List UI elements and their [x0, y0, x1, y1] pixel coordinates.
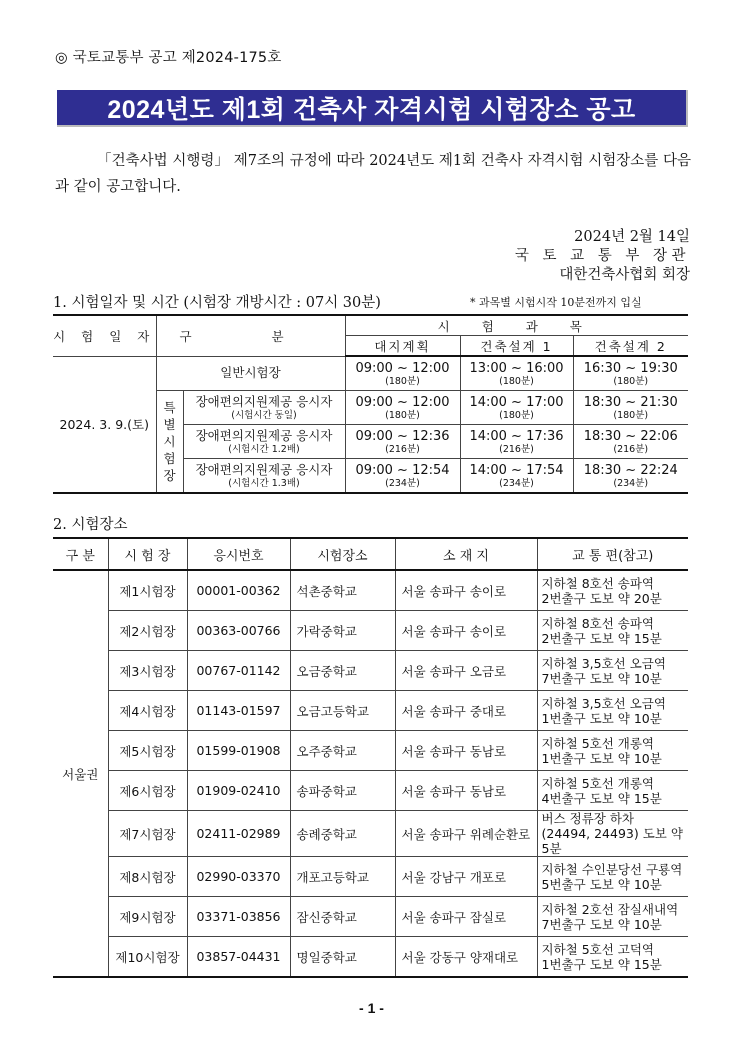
exam-date: 2024. 3. 9.(토)	[53, 356, 156, 493]
site-address: 서울 송파구 위례순환로	[395, 811, 537, 857]
transport-line: 지하철 8호선 송파역	[541, 575, 654, 591]
site-row	[53, 731, 688, 771]
time-cell: 18:30 ~ 21:30 (180분)	[573, 391, 688, 425]
transport-info	[537, 691, 688, 731]
school-name: 오금고등학교	[290, 691, 395, 731]
school-name: 잠신중학교	[290, 897, 395, 937]
minister-signature: 국 토 교 통 부 장관	[514, 248, 690, 264]
header-subject-1: 대지계획	[345, 336, 460, 357]
header-subject-3: 건축설계 2	[573, 336, 688, 357]
transport-line: 2번출구 도보 약 15분	[541, 630, 662, 646]
transport-line: 지하철 5호선 고덕역	[541, 941, 654, 957]
site-address: 서울 송파구 오금로	[395, 651, 537, 691]
region-cell: 서울권	[53, 570, 108, 977]
exam-number-range: 01909-02410	[187, 771, 290, 811]
transport-info	[537, 771, 688, 811]
site-address: 서울 송파구 중대로	[395, 691, 537, 731]
transport-line: 지하철 3,5호선 오금역	[541, 655, 666, 671]
school-name: 명일중학교	[290, 937, 395, 978]
site-name: 제4시험장	[108, 691, 187, 731]
category-name: 장애편의지원제공 응시자 (시험시간 1.2배)	[183, 425, 345, 459]
site-row	[53, 771, 688, 811]
time-cell: 14:00 ~ 17:00 (180분)	[460, 391, 573, 425]
time-cell: 18:30 ~ 22:24 (234분)	[573, 459, 688, 494]
exam-number-range: 00767-01142	[187, 651, 290, 691]
site-name: 제1시험장	[108, 570, 187, 611]
site-row	[53, 651, 688, 691]
site-address: 서울 강남구 개포로	[395, 857, 537, 897]
transport-line: 지하철 수인분당선 구룡역	[541, 861, 683, 877]
site-row	[53, 897, 688, 937]
transport-line: 지하철 5호선 개롱역	[541, 775, 654, 791]
special-site-label: 특 별 시 험 장	[156, 391, 183, 494]
site-address: 서울 송파구 동남로	[395, 731, 537, 771]
exam-number-range: 03371-03856	[187, 897, 290, 937]
exam-number-range: 00363-00766	[187, 611, 290, 651]
header-site: 시 험 장	[108, 538, 187, 570]
header-subject-2: 건축설계 1	[460, 336, 573, 357]
transport-line: 지하철 5호선 개롱역	[541, 735, 654, 751]
time-cell: 09:00 ~ 12:00 (180분)	[345, 356, 460, 391]
transport-line: 지하철 3,5호선 오금역	[541, 695, 666, 711]
site-row	[53, 811, 688, 857]
site-name: 제8시험장	[108, 857, 187, 897]
header-transport: 교 통 편(참고)	[537, 538, 688, 570]
category-name: 장애편의지원제공 응시자 (시험시간 1.3배)	[183, 459, 345, 494]
schedule-row	[53, 356, 688, 391]
transport-info	[537, 897, 688, 937]
time-cell: 09:00 ~ 12:54 (234분)	[345, 459, 460, 494]
site-name: 제5시험장	[108, 731, 187, 771]
transport-info	[537, 731, 688, 771]
time-cell: 13:00 ~ 16:00 (180분)	[460, 356, 573, 391]
exam-number-range: 01599-01908	[187, 731, 290, 771]
transport-line: 4번출구 도보 약 15분	[541, 790, 662, 806]
school-name: 오금중학교	[290, 651, 395, 691]
site-name: 제10시험장	[108, 937, 187, 978]
site-row	[53, 570, 688, 611]
site-row	[53, 937, 688, 978]
site-address: 서울 송파구 동남로	[395, 771, 537, 811]
exam-number-range: 00001-00362	[187, 570, 290, 611]
header-category: 구 분	[156, 315, 345, 356]
header-region: 구 분	[53, 538, 108, 570]
site-address: 서울 송파구 송이로	[395, 570, 537, 611]
transport-info	[537, 811, 688, 857]
transport-line: 버스 정류장 하차	[541, 811, 634, 826]
notice-number: ◎ 국토교통부 공고 제2024-175호	[55, 50, 282, 66]
school-name: 송파중학교	[290, 771, 395, 811]
school-name: 개포고등학교	[290, 857, 395, 897]
site-row	[53, 611, 688, 651]
header-school: 시험장소	[290, 538, 395, 570]
association-signature: 대한건축사협회 회장	[559, 267, 690, 283]
transport-line: 7번출구 도보 약 10분	[541, 670, 662, 686]
transport-line: 1번출구 도보 약 10분	[541, 750, 662, 766]
site-name: 제3시험장	[108, 651, 187, 691]
time-cell: 14:00 ~ 17:54 (234분)	[460, 459, 573, 494]
section1-note: * 과목별 시험시작 10분전까지 입실	[470, 296, 642, 309]
transport-info	[537, 611, 688, 651]
exam-number-range: 01143-01597	[187, 691, 290, 731]
transport-line: 지하철 2호선 잠실새내역	[541, 901, 679, 917]
section2-heading: 2. 시험장소	[53, 517, 128, 533]
document-title: 2024년도 제1회 건축사 자격시험 시험장소 공고	[107, 95, 636, 124]
site-name: 제9시험장	[108, 897, 187, 937]
exam-schedule-table	[53, 314, 688, 494]
transport-info	[537, 857, 688, 897]
school-name: 석촌중학교	[290, 570, 395, 611]
time-cell: 09:00 ~ 12:36 (216분)	[345, 425, 460, 459]
school-name: 송례중학교	[290, 811, 395, 857]
header-subjects: 시 험 과 목	[345, 315, 688, 336]
signature-block	[515, 228, 690, 285]
transport-line: 지하철 8호선 송파역	[541, 615, 654, 631]
site-name: 제6시험장	[108, 771, 187, 811]
exam-number-range: 02411-02989	[187, 811, 290, 857]
exam-number-range: 02990-03370	[187, 857, 290, 897]
transport-line: 2번출구 도보 약 20분	[541, 590, 662, 606]
transport-line: (24494, 24493) 도보 약 5분	[541, 826, 683, 856]
site-address: 서울 송파구 잠실로	[395, 897, 537, 937]
exam-sites-table	[53, 537, 688, 978]
header-numbers: 응시번호	[187, 538, 290, 570]
transport-line: 7번출구 도보 약 10분	[541, 916, 662, 932]
exam-number-range: 03857-04431	[187, 937, 290, 978]
time-cell: 16:30 ~ 19:30 (180분)	[573, 356, 688, 391]
transport-line: 5번출구 도보 약 10분	[541, 876, 662, 892]
time-cell: 18:30 ~ 22:06 (216분)	[573, 425, 688, 459]
announcement-date: 2024년 2월 14일	[574, 229, 690, 245]
section1-heading: 1. 시험일자 및 시간 (시험장 개방시간 : 07시 30분)	[53, 295, 381, 311]
site-row	[53, 857, 688, 897]
category-name: 일반시험장	[156, 356, 345, 391]
intro-paragraph: 「건축사법 시행령」 제7조의 규정에 따라 2024년도 제1회 건축사 자격시험 시험장소를 다음과 같이 공고합니다.	[55, 153, 691, 195]
header-address: 소 재 지	[395, 538, 537, 570]
site-address: 서울 강동구 양재대로	[395, 937, 537, 978]
site-name: 제2시험장	[108, 611, 187, 651]
transport-info	[537, 651, 688, 691]
school-name: 가락중학교	[290, 611, 395, 651]
school-name: 오주중학교	[290, 731, 395, 771]
transport-line: 1번출구 도보 약 15분	[541, 956, 662, 972]
site-name: 제7시험장	[108, 811, 187, 857]
site-row	[53, 691, 688, 731]
header-exam-date: 시 험 일 자	[53, 315, 156, 356]
time-cell: 14:00 ~ 17:36 (216분)	[460, 425, 573, 459]
transport-info	[537, 937, 688, 978]
time-cell: 09:00 ~ 12:00 (180분)	[345, 391, 460, 425]
page-number: - 1 -	[359, 1000, 384, 1016]
category-name: 장애편의지원제공 응시자 (시험시간 동일)	[183, 391, 345, 425]
transport-info	[537, 570, 688, 611]
title-banner	[57, 90, 688, 127]
site-address: 서울 송파구 송이로	[395, 611, 537, 651]
transport-line: 1번출구 도보 약 10분	[541, 710, 662, 726]
